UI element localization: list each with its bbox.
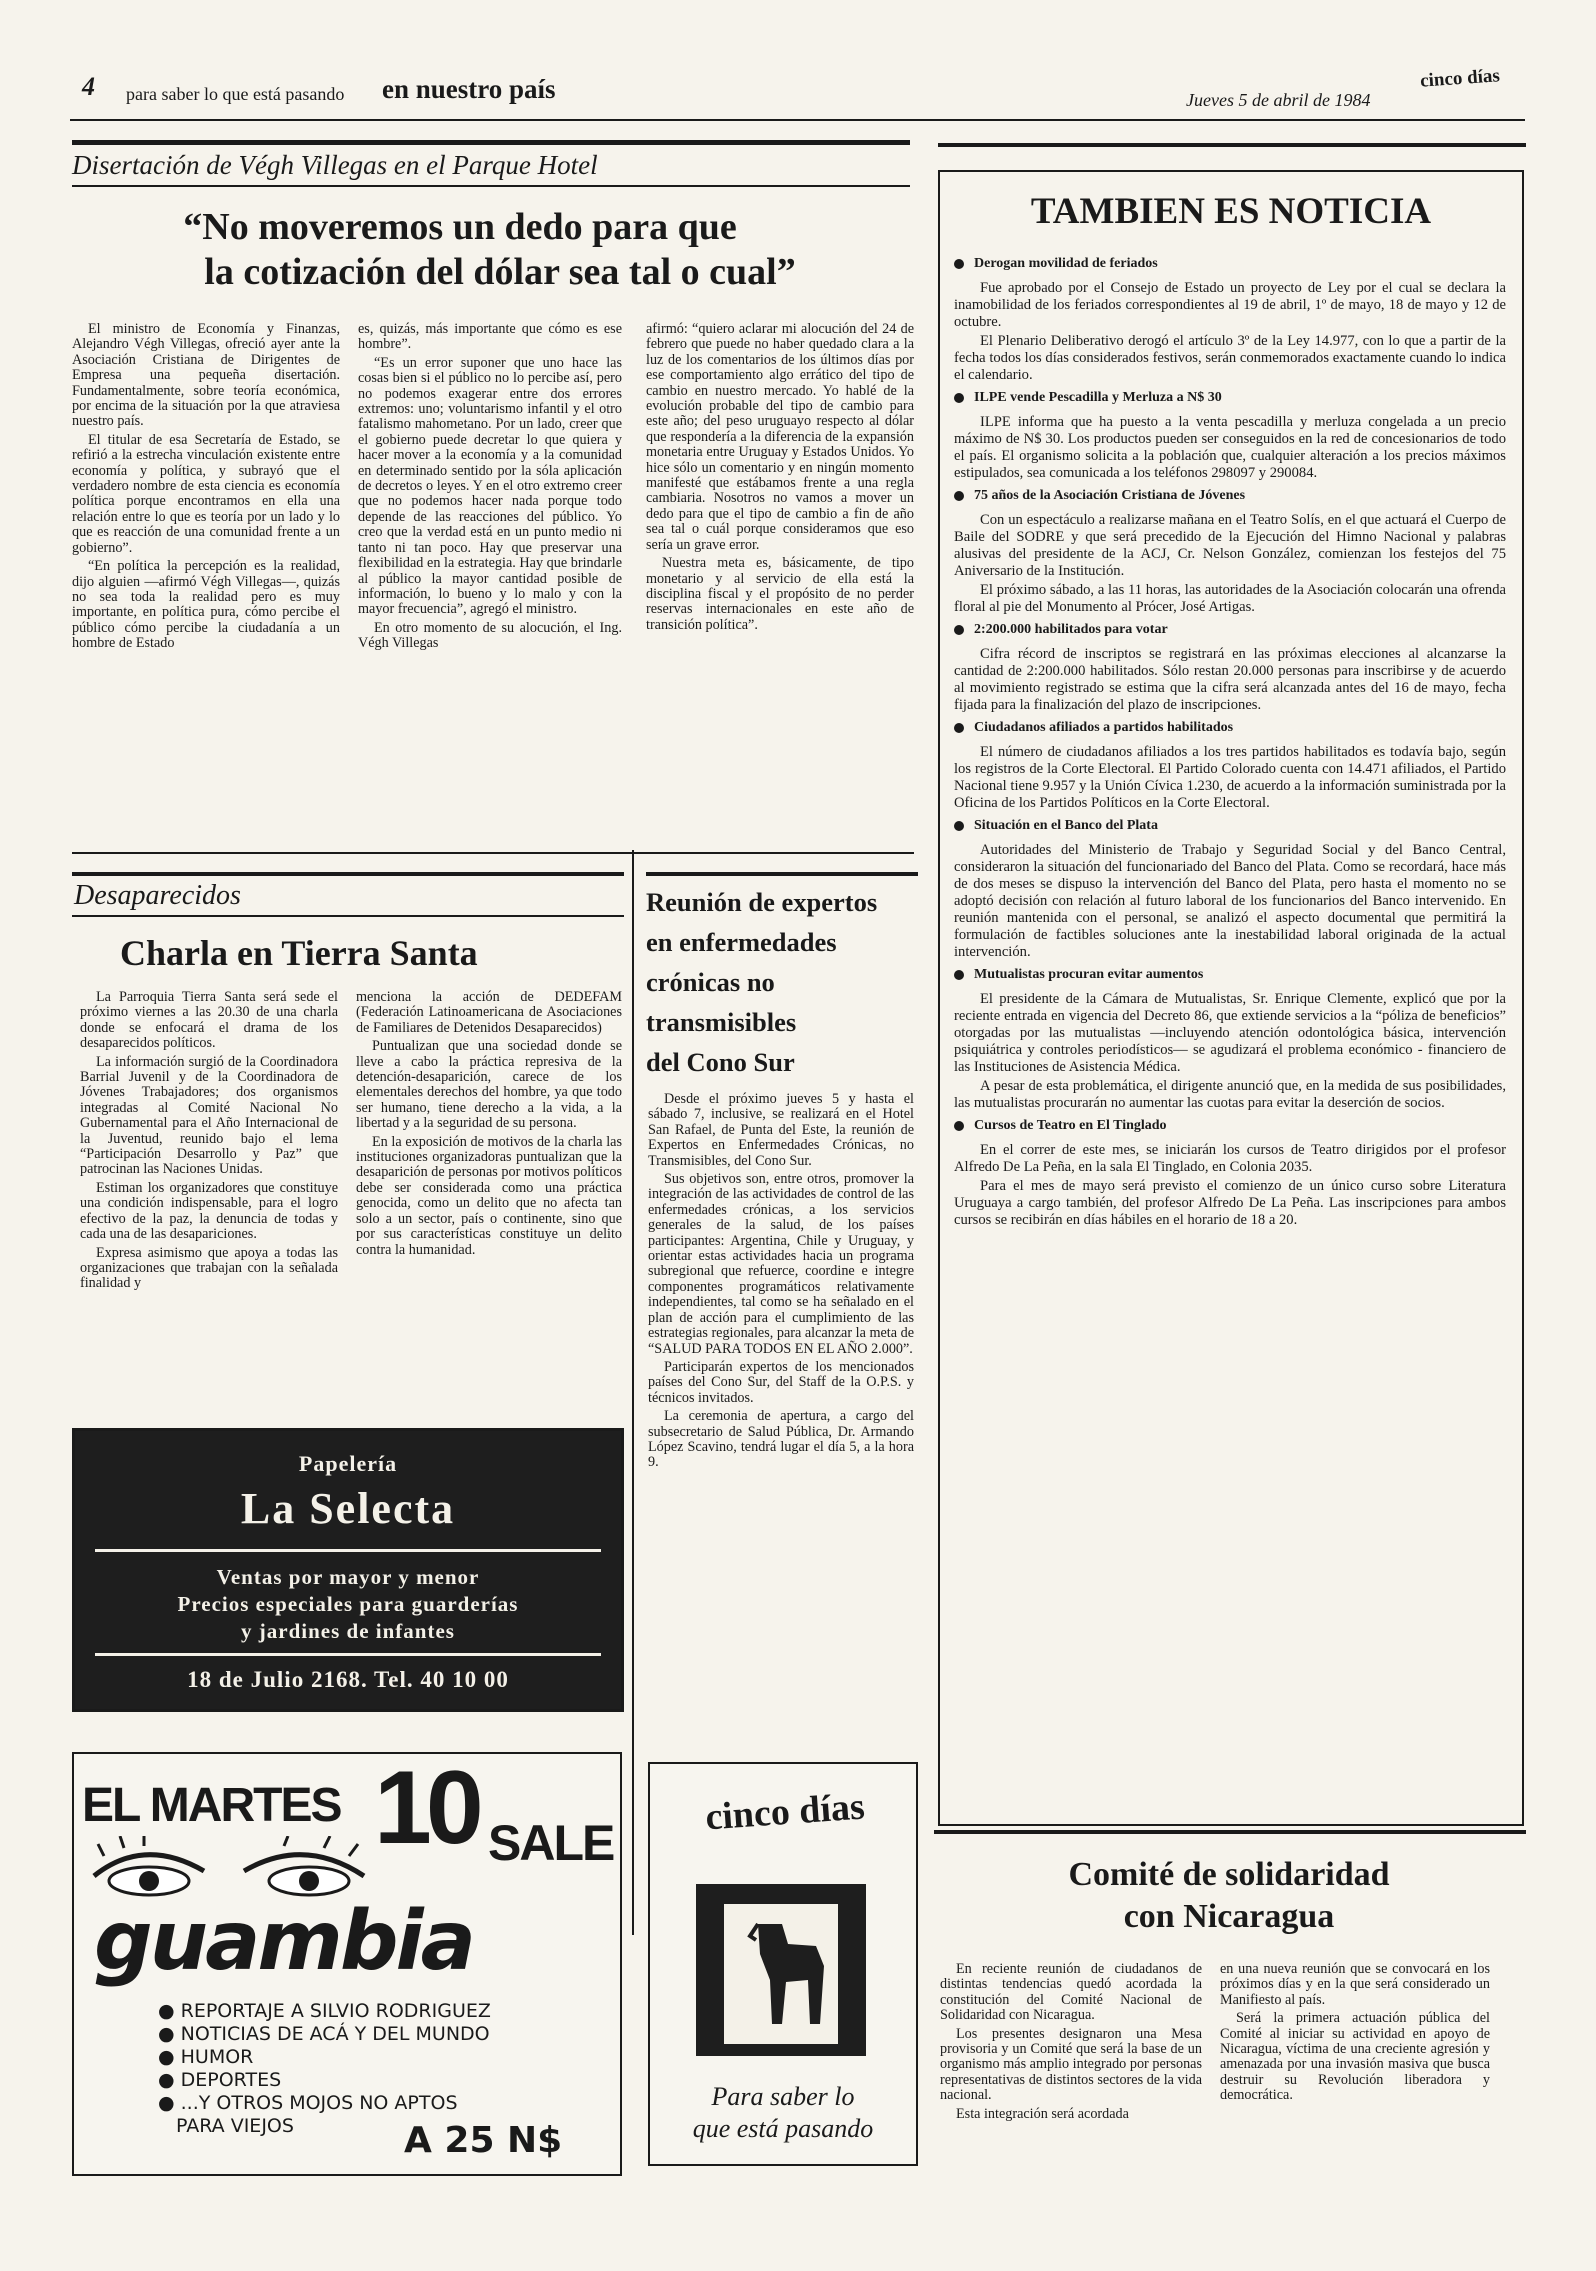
- headline-line: del Cono Sur: [646, 1047, 795, 1077]
- paragraph: Sus objetivos son, entre otros, promover la integración de las actividades de control de las enfermedades crónicas, a los servicios generales de la salud, de los países participantes: Argentina, Chile y Uruguay, y orientar estas actividades hacia un programa subregional que refuerce, coordine e integre componentes programáticos relativamente independientes, tal como se ha señalado en el plan de acción para el cumplimiento de las estrategias regionales, para alcanzar la meta de “SALUD PARA TODOS EN EL AÑO 2.000”.: [648, 1171, 914, 1357]
- paragraph: La información surgió de la Coordinadora Barrial Juvenil y de la Coordinadora de Jóvenes Trabajadores; dos organismos integradas al Comité Nacional No Gubernamental para el Año Internacional de la Juventud, reunido bajo el lema “Participación Desarrollo y Paz” que patrocinan las Naciones Unidas.: [80, 1053, 338, 1178]
- ad-papeleria-kicker: Papelería: [298, 1451, 398, 1476]
- main-col-3: [646, 322, 914, 636]
- ad-guambia-item: ● REPORTAJE A SILVIO RODRIGUEZ: [158, 2000, 491, 2022]
- ad-papeleria-address: 18 de Julio 2168. Tel. 40 10 00: [187, 1667, 509, 1692]
- main-top-rule: [72, 140, 910, 145]
- tambien-title: TAMBIEN ES NOTICIA: [1030, 191, 1432, 232]
- paragraph: menciona la acción de DEDEFAM (Federación Latinoamericana de Asociaciones de Familiares de Detenidos Desaparecidos): [356, 989, 622, 1036]
- reunion-headline: [646, 882, 918, 1082]
- paragraph: En el correr de este mes, se iniciarán los cursos de Teatro dirigidos por el profesor Alfredo De La Peña, en la sala El Tinglado, en Colonia 2035.: [954, 1142, 1506, 1175]
- news-item: [954, 967, 1506, 1112]
- paragraph: El titular de esa Secretaría de Estado, se refirió a la estrecha vinculación existente entre economía y política, y subrayó que el verdadero nombre de esta ciencia es economía política porque encontramos en ella una relación entre lo que es teoría por un lado y lo que es reacción de una comunidad frente a un gobierno”.: [72, 431, 340, 556]
- tambien-list: [954, 250, 1506, 1235]
- reunion-body: [648, 1092, 914, 1474]
- paragraph: El presidente de la Cámara de Mutualistas, Sr. Enrique Clemente, explicó que por la reciente entrada en vigencia del Decreto 86, que extiende servicios a la “póliza de beneficios” otorgadas por las mutualistas —incluyendo atención odontológica básica, intervención psiquiátrica y controles periodísticos— se agudizará el problema económico - financiero de las Instituciones de Asistencia Médica.: [954, 991, 1506, 1075]
- headline-line: crónicas no: [646, 967, 775, 997]
- ad-guambia-tail: PARA VIEJOS: [176, 2115, 294, 2137]
- ad-guambia-brand: guambia: [94, 1894, 473, 1989]
- bullet-icon: [954, 625, 964, 635]
- paragraph: Participarán expertos de los mencionados países del Cono Sur, del Staff de la O.P.S. y técnicos invitados.: [648, 1358, 914, 1406]
- paragraph: Será la primera actuación pública del Comité al iniciar su actividad en apoyo de Nicaragua, víctima de una creciente agresión y amenazada por una invasión masiva que busca destruir su Revolución liberadora y democrática.: [1220, 2010, 1490, 2104]
- ad-cinco-logo: cinco días: [704, 1785, 866, 1839]
- ad-guambia-item: ● NOTICIAS DE ACÁ Y DEL MUNDO: [158, 2023, 490, 2045]
- news-item-title: 75 años de la Asociación Cristiana de Jóvenes: [974, 488, 1246, 503]
- ad-papeleria: [72, 1428, 624, 1712]
- news-item: [954, 488, 1506, 616]
- ad-cinco-dias: [648, 1762, 918, 2166]
- ad-cinco-art: [696, 1884, 866, 2056]
- paragraph: El próximo sábado, a las 11 horas, las autoridades de la Asociación colocarán una ofrenda floral al pie del Monumento al Prócer, José Artigas.: [954, 582, 1506, 615]
- desap-col-2: [356, 990, 622, 1261]
- section-prefix: para saber lo que está pasando: [126, 84, 345, 104]
- ad-papeleria-divider-2: [95, 1653, 601, 1656]
- paragraph: Desde el próximo jueves 5 y hasta el sábado 7, inclusive, se realizará en el Hotel San Rafael, de Punta del Este, la reunión de Expertos en Enfermedades Crónicas, no Transmisibles, del Cono Sur.: [648, 1091, 914, 1169]
- paragraph: Para el mes de mayo será previsto el comienzo de un único curso sobre Literatura Uruguaya a cargo también, del profesor Alfredo De La Peña. Las inscripciones para ambos cursos se recibirán en días hábiles en el horario de 18 a 20.: [954, 1178, 1506, 1228]
- paragraph: El Plenario Deliberativo derogó el artículo 3º de la Ley 14.977, con lo que a partir de la fecha todos los días considerados festivos, serán conmemorados exactamente cuando lo indica el calendario.: [954, 333, 1506, 383]
- nica-headline-1: Comité de solidaridad: [1068, 1856, 1390, 1893]
- headline-line: en enfermedades: [646, 927, 837, 957]
- nica-col-1: [940, 1962, 1202, 2125]
- nica-headline-2: con Nicaragua: [1123, 1898, 1335, 1935]
- bullet-icon: [954, 821, 964, 831]
- headline-line: Reunión de expertos: [646, 887, 878, 917]
- bullet-icon: [954, 259, 964, 269]
- ad-guambia-top2: SALE: [488, 1815, 614, 1871]
- news-item-title: ILPE vende Pescadilla y Merluza a N$ 30: [974, 390, 1222, 405]
- bullet-icon: [954, 723, 964, 733]
- section-title: en nuestro país: [382, 74, 556, 104]
- paragraph: Con un espectáculo a realizarse mañana en el Teatro Solís, en el que actuará el Cuerpo de Baile del SODRE y que será precedido de la Ejecución del Himno Nacional y palabras alusivas del presidente de la ACJ, Cr. Nelson González, comienzan los festejos del 75 Aniversario de la Institución.: [954, 512, 1506, 579]
- bullet-icon: [954, 491, 964, 501]
- paragraph: Expresa asimismo que apoya a todas las organizaciones que trabajan con la señalada finalidad y: [80, 1244, 338, 1292]
- nica-col-2: [1220, 1962, 1490, 2107]
- news-item: [954, 256, 1506, 384]
- paragraph: ILPE informa que ha puesto a la venta pescadilla y merluza congelada a un precio máximo de N$ 30. Los productos pueden ser conseguidos en la red de concesionarios de todo el país. El organismo solicita a la población que, cualquier alteración a los precios máximos estipulados, sea comunicada a los teléfonos 298097 y 290084.: [954, 414, 1506, 481]
- paragraph: en una nueva reunión que se convocará en los próximos días y en la que será considerado un Manifiesto al país.: [1220, 1961, 1490, 2008]
- main-kicker-rule: [72, 185, 910, 187]
- news-item-title: Cursos de Teatro en El Tinglado: [974, 1118, 1167, 1133]
- main-headline-1: “No moveremos un dedo para que: [183, 206, 737, 248]
- news-item: [954, 390, 1506, 482]
- desap-top-rule: [72, 872, 624, 876]
- paragraph: Los presentes designaron una Mesa provisoria y un Comité que será la base de un organismo más amplio integrado por personas representativas de distintos sectores de la vida nacional.: [940, 2025, 1202, 2104]
- news-item: [954, 818, 1506, 961]
- ad-guambia-item: ● DEPORTES: [158, 2069, 282, 2091]
- reunion-top-rule: [646, 872, 918, 876]
- ad-guambia: [72, 1752, 622, 2176]
- news-item: [954, 1118, 1506, 1229]
- main-col-2: [358, 322, 622, 655]
- tambien-top-rule: [938, 143, 1526, 147]
- main-headline-2: la cotización del dólar sea tal o cual”: [204, 251, 796, 293]
- nica-top-rule: [934, 1830, 1526, 1834]
- news-item-title: Ciudadanos afiliados a partidos habilitados: [974, 720, 1234, 735]
- issue-date: Jueves 5 de abril de 1984: [1186, 90, 1371, 110]
- paragraph: Cifra récord de inscriptos se registrará en las próximas elecciones al alcanzarse la cantidad de 2:200.000 habilitados. Sólo restan 20.000 personas para inscribirse y de acuerdo al movimiento registrado se estima que la cifra será alcanzada antes del 16 de mayo, fecha fijada para la finalización del plazo de inscripciones.: [954, 646, 1506, 713]
- desap-kicker-rule: [72, 915, 624, 917]
- bullet-icon: [954, 1121, 964, 1131]
- paragraph: Autoridades del Ministerio de Trabajo y Seguridad Social y del Banco Central, consideraron la situación del funcionariado del Banco del Plata. Como se recordará, hace más de dos meses se dispuso la intervención del Banco del Plata, pero hasta el momento no se adoptó decisión con relación al futuro laboral de los funcionarios del Banco intervenido. En reunión mantenida con el personal, se analizó el aspecto documental que permitirá la formulación de factibles soluciones ante la inestabilidad laboral originada de la actual intervención.: [954, 842, 1506, 960]
- main-bottom-rule: [72, 852, 914, 854]
- paragraph: La Parroquia Tierra Santa será sede el próximo viernes a las 20.30 de una charla donde se enfocará el drama de los desaparecidos políticos.: [80, 989, 338, 1052]
- main-kicker: Disertación de Végh Villegas en el Parque Hotel: [72, 150, 598, 180]
- ad-papeleria-divider: [95, 1549, 601, 1552]
- news-item: [954, 720, 1506, 812]
- paragraph: “En política la percepción es la realidad, dijo alguien —afirmó Végh Villegas—, quizás no sea toda la realidad pero es muy importante, en política pura, cómo percibe el público cómo percibe la ciudadanía a un hombre de Estado: [72, 558, 340, 652]
- paragraph: Puntualizan que una sociedad donde se lleve a cabo la práctica represiva de la detención-desaparición, carece de los elementales derechos del hombre, ya que todo ser humano, tiene derecho a la vida, a la libertad y a la seguridad de su persona.: [356, 1038, 622, 1132]
- ad-cinco-slogan-1: Para saber lo: [711, 2082, 855, 2111]
- desap-kicker: Desaparecidos: [74, 880, 241, 911]
- paragraph: La ceremonia de apertura, a cargo del subsecretario de Salud Pública, Dr. Armando López Scavino, tendrá lugar el día 5, a la hora 9.: [648, 1408, 914, 1471]
- paragraph: En la exposición de motivos de la charla las instituciones organizadoras puntualizan que la desaparición de personas por motivos políticos debe ser considerada como una práctica genocida, como un delito que no afecta tan solo a un sector, país o continente, sino que por sus características constituye un delito contra la humanidad.: [356, 1133, 622, 1258]
- news-item-title: Situación en el Banco del Plata: [974, 818, 1158, 833]
- bullet-icon: [954, 393, 964, 403]
- ad-papeleria-line3: y jardines de infantes: [241, 1619, 455, 1643]
- main-col-1: [72, 322, 340, 655]
- masthead-rule: [70, 119, 1525, 121]
- ad-cinco-slogan-2: que está pasando: [692, 2114, 874, 2143]
- desap-headline: Charla en Tierra Santa: [120, 933, 478, 973]
- news-item-title: Mutualistas procuran evitar aumentos: [974, 967, 1204, 982]
- ad-guambia-price: A 25 N$: [404, 2120, 563, 2161]
- paragraph: Fue aprobado por el Consejo de Estado un proyecto de Ley por el cual se declara la inamobilidad de los feriados correspondientes al 19 de abril, 1º de mayo, 18 de mayo y 12 de octubre.: [954, 280, 1506, 330]
- ad-guambia-top1: EL MARTES: [82, 1779, 341, 1832]
- headline-line: transmisibles: [646, 1007, 797, 1037]
- news-item-title: 2:200.000 habilitados para votar: [974, 622, 1168, 637]
- paragraph: El número de ciudadanos afiliados a los tres partidos habilitados es todavía bajo, según los registros de la Corte Electoral. El Partido Colorado cuenta con 14.471 afiliados, el Partido Nacional tiene 9.957 y la Unión Cívica 1.230, de acuerdo a la información suministrada por la Oficina de los Partidos Políticos en la Corte Electoral.: [954, 744, 1506, 811]
- paragraph: En reciente reunión de ciudadanos de distintas tendencias quedó acordada la constitución del Comité Nacional de Solidaridad con Nicaragua.: [940, 1961, 1202, 2024]
- paragraph: Esta integración será acordada: [956, 2105, 1129, 2122]
- paragraph: Nuestra meta es, básicamente, de tipo monetario y al servicio de ella está la disciplina fiscal y el propósito de no perder reservas internacionales en este año de transición política”.: [646, 555, 914, 633]
- ad-papeleria-line1: Ventas por mayor y menor: [216, 1565, 480, 1589]
- bullet-icon: [954, 970, 964, 980]
- ad-guambia-items: [158, 2000, 491, 2138]
- news-item-title: Derogan movilidad de feriados: [974, 256, 1158, 271]
- ad-guambia-item: ● HUMOR: [158, 2046, 254, 2068]
- paragraph: En otro momento de su alocución, el Ing. Végh Villegas: [358, 619, 622, 652]
- paragraph: afirmó: “quiero aclarar mi alocución del 24 de febrero que puede no haber quedado clara a la luz de los comentarios de los últimos días por ese comportamiento algo errático del tipo de cambio en nuestro mercado. Yo hablé de la evolución probable del tipo de cambio para este año; del peso uruguayo respecto al dólar que respondería a la diferencia de la expansión monetaria entre Uruguay y Estados Unidos. Yo hice sólo un comentario y en ningún momento manifesté que estábamos frente a una regla cambiaria. Nosotros no vamos a mover un dedo para que el tipo de cambio a fin de año sea tal o cuál porque consideramos que eso sería un grave error.: [646, 321, 914, 553]
- paragraph: A pesar de esta problemática, el dirigente anunció que, en la medida de sus posibilidades, las mutualistas procurarán no aumentar las cuotas para evitar la deserción de socios.: [954, 1078, 1506, 1111]
- masthead-logo: cinco días: [1419, 65, 1501, 92]
- paragraph: es, quizás, más importante que cómo es ese hombre”.: [358, 321, 622, 353]
- col-divider: [632, 850, 634, 1935]
- horse-icon: [696, 1884, 866, 2056]
- paragraph: Estiman los organizadores que constituye una condición indispensable, para el logro efectivo de la paz, la denuncia de todas y cada una de las desapariciones.: [80, 1179, 338, 1243]
- news-item: [954, 622, 1506, 714]
- ad-papeleria-name: La Selecta: [240, 1484, 456, 1533]
- ad-papeleria-line2: Precios especiales para guarderías: [177, 1592, 519, 1616]
- page-number: 4: [82, 72, 95, 101]
- desap-col-1: [80, 990, 338, 1295]
- paragraph: El ministro de Economía y Finanzas, Alejandro Végh Villegas, ofreció ayer ante la Asociación Cristiana de Dirigentes de Empresa una pequeña disertación. Fundamentalmente, sobre teoría económica, por encima de la situación por la que atraviesa nuestro país.: [72, 321, 340, 430]
- ad-guambia-item: ● ...Y OTROS MOJOS NO APTOS: [158, 2092, 458, 2114]
- ad-guambia-number: 10: [374, 1750, 478, 1866]
- paragraph: “Es un error suponer que uno hace las cosas bien si el público no lo percibe así, pero no podemos exagerar entre dos errores extremos: uno; voluntarismo infantil y el otro fatalismo mahometano. Por un lado, creer que el gobierno puede decretar lo que quiera y hacer mover a la economía y a la comunidad en determinado sentido por la sóla aplicación de decretos o leyes. Y en el otro extremo creer que no podemos hacer nada porque todo depende de las reacciones del público. Yo creo que la verdad está en un punto medio ni tanto ni tan poco. Hay que preservar una flexibilidad en la estrategia. Hay que brindarle al público la mayor cantidad posible de información, lo bueno y lo malo y con la mayor frecuencia”, agregó el ministro.: [358, 354, 622, 618]
